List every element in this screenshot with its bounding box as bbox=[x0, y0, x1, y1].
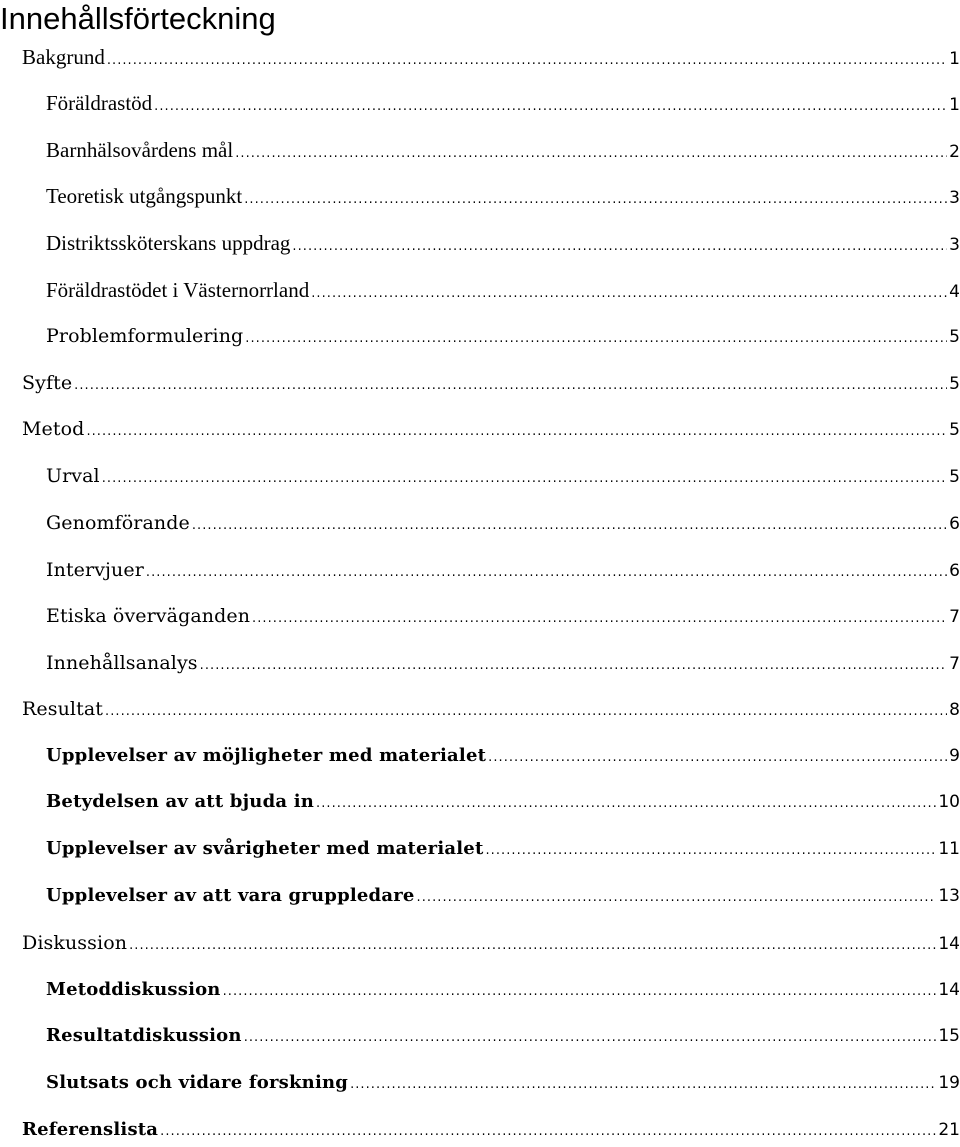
toc-entry-title: Upplevelser av möjligheter med materialet bbox=[46, 745, 487, 766]
toc-entry-page-number: 1 bbox=[949, 49, 960, 69]
toc-dot-leader bbox=[86, 417, 947, 447]
toc-entry[interactable] bbox=[46, 461, 960, 491]
toc-entry-page-number: 3 bbox=[949, 235, 960, 255]
toc-entry[interactable] bbox=[46, 555, 960, 585]
toc-entry[interactable] bbox=[46, 228, 960, 258]
toc-entry-page-number: 13 bbox=[938, 886, 960, 906]
toc-entry[interactable] bbox=[22, 414, 960, 444]
toc-entry-page-number: 2 bbox=[949, 142, 960, 162]
toc-entry[interactable] bbox=[22, 368, 960, 398]
toc-entry[interactable] bbox=[46, 181, 960, 211]
toc-entry-page-number: 11 bbox=[938, 839, 960, 859]
toc-entry-page-number: 15 bbox=[938, 1026, 960, 1046]
toc-dot-leader bbox=[102, 464, 947, 494]
toc-entry-title: Resultat bbox=[22, 698, 104, 720]
toc-entry-page-number: 5 bbox=[949, 467, 960, 487]
toc-dot-leader bbox=[107, 46, 947, 76]
toc-dot-leader bbox=[146, 558, 947, 588]
toc-entry-page-number: 14 bbox=[938, 934, 960, 954]
toc-dot-leader bbox=[311, 279, 947, 309]
toc-entry-title: Resultatdiskussion bbox=[46, 1025, 242, 1046]
toc-dot-leader bbox=[235, 139, 947, 169]
toc-entry-title: Teoretisk utgångspunkt bbox=[46, 184, 243, 208]
toc-entry-title: Urval bbox=[46, 465, 100, 487]
toc-entry[interactable] bbox=[46, 321, 960, 351]
toc-entry-page-number: 14 bbox=[938, 980, 960, 1000]
toc-entry[interactable] bbox=[22, 42, 960, 72]
toc-dot-leader bbox=[244, 185, 947, 215]
toc-entry[interactable] bbox=[46, 601, 960, 631]
toc-entry-title: Diskussion bbox=[22, 932, 128, 954]
toc-dot-leader bbox=[160, 1117, 936, 1147]
toc-entry-page-number: 5 bbox=[949, 420, 960, 440]
toc-entry[interactable] bbox=[46, 881, 960, 911]
toc-entry-title: Innehållsanalys bbox=[46, 652, 198, 674]
toc-entry-title: Problemformulering bbox=[46, 325, 244, 347]
toc-entry[interactable] bbox=[46, 834, 960, 864]
toc-entry[interactable] bbox=[22, 1115, 960, 1145]
toc-entry-page-number: 1 bbox=[949, 95, 960, 115]
toc-dot-leader bbox=[223, 977, 937, 1007]
toc-entry[interactable] bbox=[22, 928, 960, 958]
toc-dot-leader bbox=[154, 92, 947, 122]
toc-entry[interactable] bbox=[46, 1021, 960, 1051]
toc-entry-title: Referenslista bbox=[22, 1119, 159, 1140]
toc-entry[interactable] bbox=[22, 694, 960, 724]
toc-entry-title: Distriktssköterskans uppdrag bbox=[46, 231, 291, 255]
toc-entry-page-number: 7 bbox=[949, 607, 960, 627]
toc-dot-leader bbox=[417, 883, 937, 913]
toc-dot-leader bbox=[350, 1070, 936, 1100]
toc-entry-title: Bakgrund bbox=[22, 45, 105, 69]
toc-dot-leader bbox=[488, 743, 947, 773]
toc-entry[interactable] bbox=[46, 787, 960, 817]
toc-entry[interactable] bbox=[46, 275, 960, 305]
toc-entry[interactable] bbox=[46, 741, 960, 771]
toc-entry-page-number: 19 bbox=[938, 1073, 960, 1093]
toc-dot-leader bbox=[200, 651, 948, 681]
toc-dot-leader bbox=[74, 371, 947, 401]
toc-entry-page-number: 5 bbox=[949, 327, 960, 347]
toc-entry[interactable] bbox=[46, 1068, 960, 1098]
toc-entry-title: Metod bbox=[22, 418, 85, 440]
toc-dot-leader bbox=[316, 789, 936, 819]
toc-entry-page-number: 9 bbox=[949, 746, 960, 766]
toc-entry[interactable] bbox=[46, 135, 960, 165]
toc-entry-page-number: 10 bbox=[938, 792, 960, 812]
toc-entry-title: Genomförande bbox=[46, 512, 190, 534]
toc-entry-page-number: 4 bbox=[949, 282, 960, 302]
toc-dot-leader bbox=[245, 324, 947, 354]
toc-entry-page-number: 3 bbox=[949, 188, 960, 208]
toc-entry-title: Barnhälsovårdens mål bbox=[46, 138, 234, 162]
toc-entry[interactable] bbox=[46, 508, 960, 538]
toc-dot-leader bbox=[292, 232, 947, 262]
toc-entry-page-number: 5 bbox=[949, 374, 960, 394]
toc-entry-title: Syfte bbox=[22, 372, 73, 394]
toc-entry-page-number: 6 bbox=[949, 514, 960, 534]
toc-entry-title: Etiska överväganden bbox=[46, 605, 251, 627]
toc-entry-title: Intervjuer bbox=[46, 559, 144, 581]
toc-entry-title: Upplevelser av att vara gruppledare bbox=[46, 885, 415, 906]
toc-entry-title: Föräldrastödet i Västernorrland bbox=[46, 278, 310, 302]
toc-dot-leader bbox=[485, 836, 936, 866]
toc-dot-leader bbox=[192, 511, 947, 541]
toc-entry-title: Metoddiskussion bbox=[46, 979, 221, 1000]
toc-entry[interactable] bbox=[46, 648, 960, 678]
toc-dot-leader bbox=[252, 604, 947, 634]
toc-entry-page-number: 8 bbox=[949, 700, 960, 720]
toc-entry-page-number: 21 bbox=[938, 1120, 960, 1140]
toc-entry-page-number: 6 bbox=[949, 561, 960, 581]
toc-entry-title: Upplevelser av svårigheter med materialet bbox=[46, 838, 484, 859]
page-title: Innehållsförteckning bbox=[0, 1, 276, 36]
toc-dot-leader bbox=[244, 1023, 937, 1053]
toc-entry-title: Betydelsen av att bjuda in bbox=[46, 791, 315, 812]
toc-entry-title: Föräldrastöd bbox=[46, 91, 153, 115]
toc-entry-page-number: 7 bbox=[949, 654, 960, 674]
toc-entry[interactable] bbox=[46, 975, 960, 1005]
toc-entry[interactable] bbox=[46, 88, 960, 118]
toc-dot-leader bbox=[129, 931, 936, 961]
toc-dot-leader bbox=[105, 697, 947, 727]
toc-entry-title: Slutsats och vidare forskning bbox=[46, 1072, 349, 1093]
